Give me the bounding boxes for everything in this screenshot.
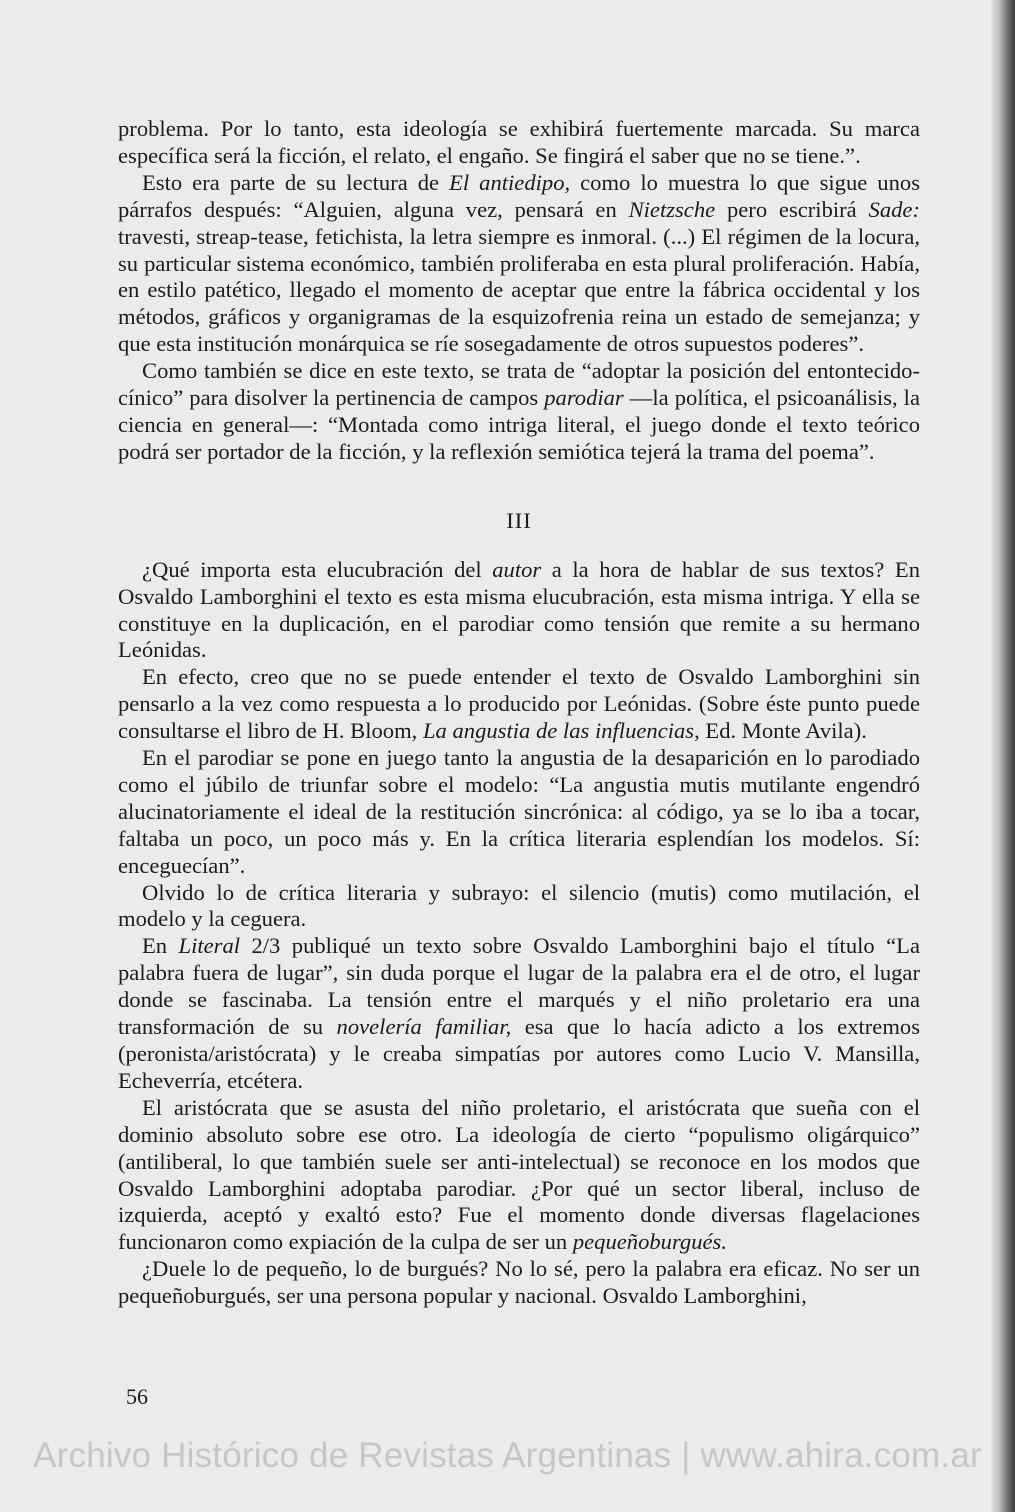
watermark-text: Archivo Histórico de Revistas Argentinas | www.ahira.com.ar bbox=[33, 1436, 982, 1475]
text-run: como lo muestra lo que sigue unos párrafos después: “Alguien, alguna vez, pensará en bbox=[118, 169, 920, 222]
body-paragraph bbox=[118, 1256, 920, 1310]
italic-text: La angustia de las influencias, bbox=[422, 718, 700, 744]
text-run: En bbox=[142, 933, 179, 959]
text-run: Como también se dice en este texto, se trata de “adoptar la posición del entontecido-cínico” para disolver la pertinencia de campos bbox=[118, 358, 920, 411]
body-paragraph bbox=[118, 358, 920, 466]
text-run: pero escribirá bbox=[715, 196, 869, 222]
text-run: esa que lo hacía adicto a los extremos (peronista/aristócrata) y le creaba simpatías por autores como Lucio V. Mansilla, Echeverría, etcétera. bbox=[118, 1014, 920, 1093]
page-body bbox=[118, 116, 920, 1310]
text-run: En efecto, creo que no se puede entender el texto de Osvaldo Lamborghini sin pensarlo a la vez como respuesta a lo producido por Leónidas. (Sobre éste punto puede consultarse el libro de H. Bloom, bbox=[118, 664, 920, 744]
italic-text: Nietzsche bbox=[628, 196, 716, 222]
italic-text: Sade: bbox=[868, 196, 920, 222]
text-run: travesti, streap-tease, fetichista, la letra siempre es inmoral. (...) El régimen de la locura, su particular sistema económico, también proliferaba en esta plural proliferación. Había, en estilo patético, llegado el momento de aceptar que entre la fábrica occidental y los métodos, gráficos y organigramas de la esquizofrenia reina un estado de semejanza; y que esta institución monárquica se ríe sosegadamente de otros supuestos poderes”. bbox=[118, 223, 920, 357]
section-heading: III bbox=[506, 507, 532, 533]
page-edge-shadow bbox=[991, 0, 1015, 1512]
text-run: —la política, el psicoanálisis, la ciencia en general—: “Montada como intriga literal, el juego donde el texto teórico podrá ser portador de la ficción, y la reflexión semiótica tejerá la trama del poema”. bbox=[118, 385, 920, 464]
body-paragraph bbox=[118, 880, 920, 934]
italic-text: novelería familiar, bbox=[336, 1014, 512, 1040]
page-number: 56 bbox=[126, 1384, 148, 1409]
body-paragraph bbox=[118, 557, 920, 665]
text-run: En el parodiar se pone en juego tanto la angustia de la desaparición en lo parodiado como el júbilo de triunfar sobre el modelo: “La angustia mutis mutilante engendró alucinatoriamente el ideal de la restitución sincrónica: al código, ya se lo iba a tocar, faltaba un poco, un poco más y. En la crítica literaria esplendían los modelos. Sí: enceguecían”. bbox=[118, 745, 920, 878]
body-paragraph bbox=[118, 745, 920, 880]
text-run: Ed. Monte Avila). bbox=[699, 718, 867, 744]
italic-text: autor bbox=[492, 556, 542, 582]
text-run: Olvido lo de crítica literaria y subrayo: el silencio (mutis) como mutilación, el modelo y la ceguera. bbox=[118, 879, 920, 932]
text-run: ¿Duele lo de pequeño, lo de burgués? No lo sé, pero la palabra era eficaz. No ser un pequeñoburgués, ser una persona popular y nacional. Osvaldo Lamborghini, bbox=[118, 1256, 920, 1309]
text-run: El aristócrata que se asusta del niño proletario, el aristócrata que sueña con el dominio absoluto sobre ese otro. La ideología de cierto “populismo oligárquico” (antiliberal, lo que también suele ser anti-intelectual) se reconoce en los modos que Osvaldo Lamborghini adoptaba parodiar. ¿Por qué un sector liberal, incluso de izquierda, aceptó y exaltó esto? Fue el momento donde diversas flagelaciones funcionaron como expiación de la culpa de ser un bbox=[118, 1094, 920, 1255]
body-paragraph bbox=[118, 664, 920, 745]
italic-text: parodiar bbox=[544, 385, 624, 411]
text-run: ¿Qué importa esta elucubración del bbox=[142, 556, 493, 582]
body-paragraph bbox=[118, 1095, 920, 1256]
italic-text: Literal bbox=[178, 933, 241, 959]
text-run: problema. Por lo tanto, esta ideología se exhibirá fuertemente marcada. Su marca específica será la ficción, el relato, el engaño. Se fingirá el saber que no se tiene.”. bbox=[118, 116, 920, 168]
italic-text: pequeñoburgués. bbox=[572, 1229, 727, 1255]
body-paragraph bbox=[118, 170, 920, 358]
body-paragraph bbox=[118, 116, 920, 170]
text-run: Esto era parte de su lectura de bbox=[142, 169, 450, 195]
text-run: 2/3 publiqué un texto sobre Osvaldo Lamborghini bajo el título “La palabra fuera de lugar”, sin duda porque el lugar de la palabra era el de otro, el lugar donde se fascinaba. La tensión entre el marqués y el niño proletario era una transformación de su bbox=[118, 933, 920, 1040]
text-run: a la hora de hablar de sus textos? En Osvaldo Lamborghini el texto es esta misma elucubración, esta misma intriga. Y ella se constituye en la duplicación, en el parodiar como tensión que remite a su hermano Leónidas. bbox=[118, 556, 920, 663]
italic-text: El antiedipo, bbox=[449, 169, 571, 195]
body-paragraph bbox=[118, 933, 920, 1094]
